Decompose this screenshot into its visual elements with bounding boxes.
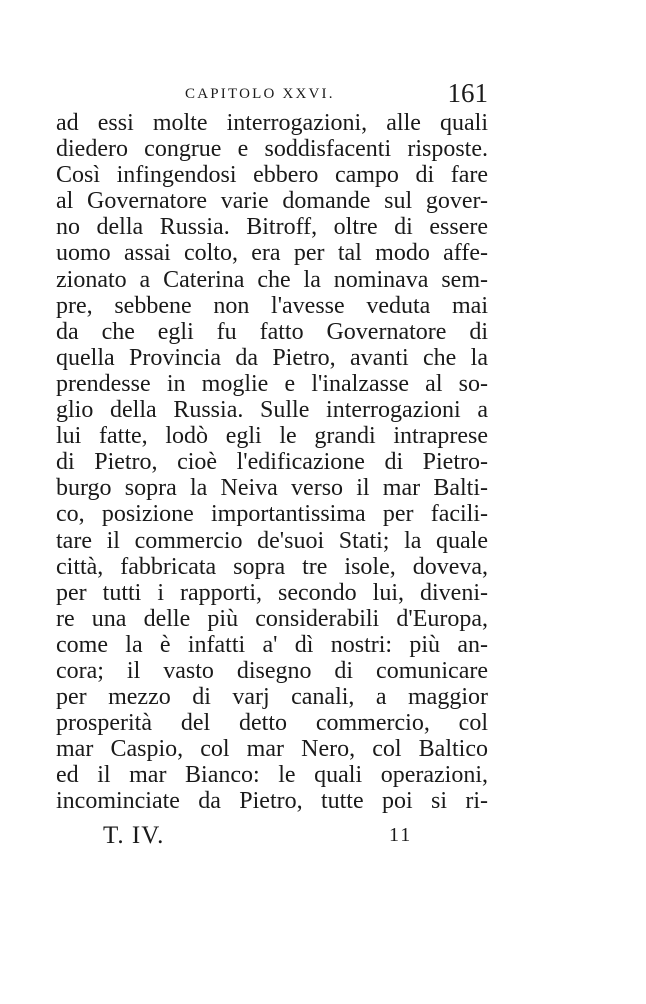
text-line: per mezzo di varj canali, a maggior [56,684,488,711]
signature-mark: 11 [389,824,413,846]
text-line: uomo assai colto, era per tal modo affe- [56,240,488,267]
text-line: burgo sopra la Neiva verso il mar Balti- [56,475,488,502]
text-line: quella Provincia da Pietro, avanti che la [56,344,488,371]
text-line: di Pietro, cioè l'edificazione di Pietro- [56,449,488,476]
text-line: ad essi molte interrogazioni, alle quali [56,110,488,136]
page-number: 161 [447,78,488,108]
volume-mark: T. IV. [103,822,165,849]
text-line: come la è infatti a' dì nostri: più an- [56,631,488,658]
text-line: Così infingendosi ebbero campo di fare [56,162,488,189]
text-line: ed il mar Bianco: le quali operazioni, [56,762,488,789]
text-line: per tutti i rapporti, secondo lui, diveni- [56,579,488,606]
text-line: glio della Russia. Sulle interrogazioni a [56,397,488,424]
text-line: no della Russia. Bitroff, oltre di essere [56,214,488,241]
body-text [56,110,488,815]
text-line: prendesse in moglie e l'inalzasse al so- [56,370,488,397]
text-line: pre, sebbene non l'avesse veduta mai [56,292,488,319]
text-line: zionato a Caterina che la nominava sem- [56,266,488,293]
text-line: co, posizione importantissima per facili- [56,501,488,528]
text-line: al Governatore varie domande sul gover- [56,188,488,215]
text-line: tare il commercio de'suoi Stati; la quale [56,527,488,554]
text-line: re una delle più considerabili d'Europa, [56,605,488,632]
text-line: incominciate da Pietro, tutte poi si ri- [56,788,488,815]
running-head: CAPITOLO XXVI. [185,86,335,102]
text-line: lui fatte, lodò egli le grandi intraprese [56,423,488,450]
text-line: città, fabbricata sopra tre isole, doveva, [56,553,488,580]
text-line: diedero congrue e soddisfacenti risposte. [56,136,488,163]
page-header [56,78,488,108]
text-line: da che egli fu fatto Governatore di [56,318,488,345]
page-footer [56,822,488,852]
text-line: prosperità del detto commercio, col [56,710,488,737]
text-line: cora; il vasto disegno di comunicare [56,657,488,684]
text-line: mar Caspio, col mar Nero, col Baltico [56,736,488,763]
